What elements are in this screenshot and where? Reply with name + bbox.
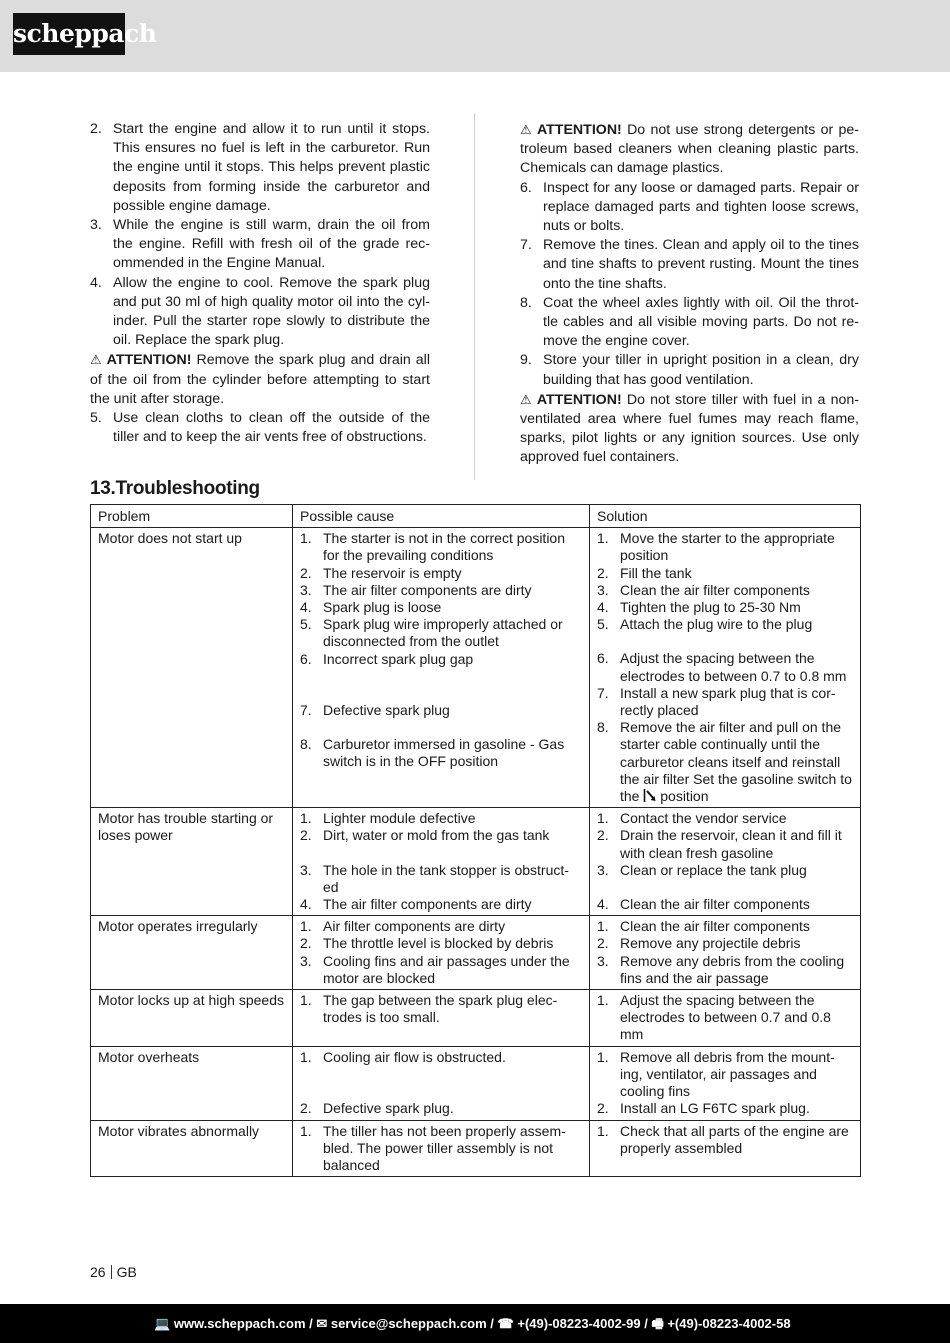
solution-cell: 1. Contact the vendor service 2. Drain the reservoir, clean it and fill it with clean fresh gasoline 3. Clean or replace the tank plug 4. Clean the air filter components [590,808,861,916]
solution-cell: 1. Check that all parts of the engine are properly assembled [590,1120,861,1177]
page-number: 26 GB [90,1264,137,1280]
right-column [520,120,859,468]
table-row [91,1120,861,1177]
problem-cell: Motor vibrates abnormally [91,1120,293,1177]
phone-icon: ☎ [497,1316,514,1331]
gas-switch-on-icon [643,788,656,803]
computer-icon: 💻 [154,1316,171,1331]
problem-cell: Motor does not start up [91,528,293,808]
cause-cell: 1. Air filter components are dirty 2. The throttle level is blocked by debris 3. Cooling fins and air passages under the motor are blocked [293,916,590,990]
list-item: 8. Coat the wheel axles lightly with oil. Oil the throt-tle cables and all visible moving parts. Do not re-move the engine cover. [520,294,859,350]
phone-number: +(49)-08223-4002-99 [517,1316,641,1331]
email-link[interactable]: service@scheppach.com [330,1316,487,1331]
website-link[interactable]: www.scheppach.com [173,1316,306,1331]
table-row [91,528,861,808]
warning-triangle-icon: ⚠ [520,391,532,407]
left-column [90,120,430,447]
solution-cell: 1. Remove all debris from the mount-ing, ventilator, air passages and cooling fins 2. Install an LG F6TC spark plug. [590,1046,861,1120]
problem-cell: Motor locks up at high speeds [91,990,293,1047]
section-heading: 13.Troubleshooting [90,478,260,499]
email-icon: ✉ [316,1316,328,1331]
table-row [91,916,861,990]
table-row [91,1046,861,1120]
attention-note: ⚠ ATTENTION! Remove the spark plug and drain all of the oil from the cylinder before attempting to start the unit after storage. [90,352,430,407]
table-row [91,990,861,1047]
table-header-row [91,505,861,528]
column-header: Possible cause [293,505,590,528]
cause-cell: 1. The gap between the spark plug elec-trodes is too small. [293,990,590,1047]
table-row [91,808,861,916]
list-item: 2. Start the engine and allow it to run until it stops. This ensures no fuel is left in the carburetor. Run the engine until it stops. This helps prevent plastic deposits from forming inside the carburetor and possible engine damage. [90,121,430,214]
attention-note: ⚠ ATTENTION! Do not store tiller with fuel in a non-ventilated area where fuel fumes may reach flame, sparks, pilot lights or any ignition sources. Use only approved fuel containers. [520,391,859,466]
problem-cell: Motor overheats [91,1046,293,1120]
list-item: 3. While the engine is still warm, drain the oil from the engine. Refill with fresh oil of the grade rec-ommended in the Engine Manual. [90,217,430,272]
list-item: 7. Remove the tines. Clean and apply oil to the tines and tine shafts to prevent rusting. Mount the tines onto the tine shafts. [520,237,859,292]
column-header: Solution [590,505,861,528]
troubleshooting-table [90,504,861,1177]
separator [111,1265,112,1279]
solution-cell: 1. Clean the air filter components 2. Remove any projectile debris 3. Remove any debris from the cooling fins and the air passage [590,916,861,990]
problem-cell: Motor has trouble starting or loses power [91,808,293,916]
column-header: Problem [91,505,293,528]
column-divider [474,113,475,480]
footer-bar: 💻 www.scheppach.com / ✉ service@scheppach.com / ☎ +(49)-08223-4002-99 / 🖷 +(49)-08223-4002-58 [0,1304,950,1343]
warning-triangle-icon: ⚠ [520,122,532,137]
list-item: 5. Use clean cloths to clean off the outside of the tiller and to keep the air vents free of obstructions. [90,410,430,446]
solution-cell: 1. Adjust the spacing between the electrodes to between 0.7 and 0.8 mm [590,990,861,1047]
list-item: 9. Store your tiller in upright position in a clean, dry building that has good ventilation. [520,352,859,388]
fax-number: +(49)-08223-4002-58 [667,1316,791,1331]
attention-note: ⚠ ATTENTION! Do not use strong detergents or pe-troleum based cleaners when cleaning plastic parts. Chemicals can damage plastics. [520,122,860,177]
scheppach-logo: scheppach [13,13,125,55]
warning-triangle-icon: ⚠ [90,352,102,368]
cause-cell: 1. Cooling air flow is obstructed. 2. Defective spark plug. [293,1046,590,1120]
problem-cell: Motor operates irregularly [91,916,293,990]
list-item: 6. Inspect for any loose or damaged parts. Repair or replace damaged parts and tighten loose screws, nuts or bolts. [520,179,859,235]
solution-cell: 1. Move the starter to the appropriate position 2. Fill the tank 3. Clean the air filter components 4. Tighten the plug to 25-30 Nm 5. Attach the plug wire to the plug 6. Adjust the spacing between the electrodes to between 0.7 to 0.8 mm 7. Install a new spark plug that is cor-rectly placed 8. Remove the air filter and pull on the starter cable continually until the carburetor cleans itself and reinstall the air filter Set the gasoline switch to the position [590,528,861,808]
fax-icon: 🖷 [651,1316,664,1331]
list-item: 4. Allow the engine to cool. Remove the spark plug and put 30 ml of high quality motor oil into the cyl-inder. Pull the starter rope slowly to distribute the oil. Replace the spark plug. [90,274,430,349]
cause-cell: 1. The starter is not in the correct position for the prevailing conditions 2. The reservoir is empty 3. The air filter components are dirty 4. Spark plug is loose 5. Spark plug wire improperly attached or disconnected from the outlet 6. Incorrect spark plug gap 7. Defective spark plug 8. Carburetor immersed in gasoline - Gas switch is in the OFF position [293,528,590,808]
cause-cell: 1. The tiller has not been properly assem-bled. The power tiller assembly is not balanced [293,1120,590,1177]
cause-cell: 1. Lighter module defective 2. Dirt, water or mold from the gas tank 3. The hole in the tank stopper is obstruct-ed 4. The air filter components are dirty [293,808,590,916]
